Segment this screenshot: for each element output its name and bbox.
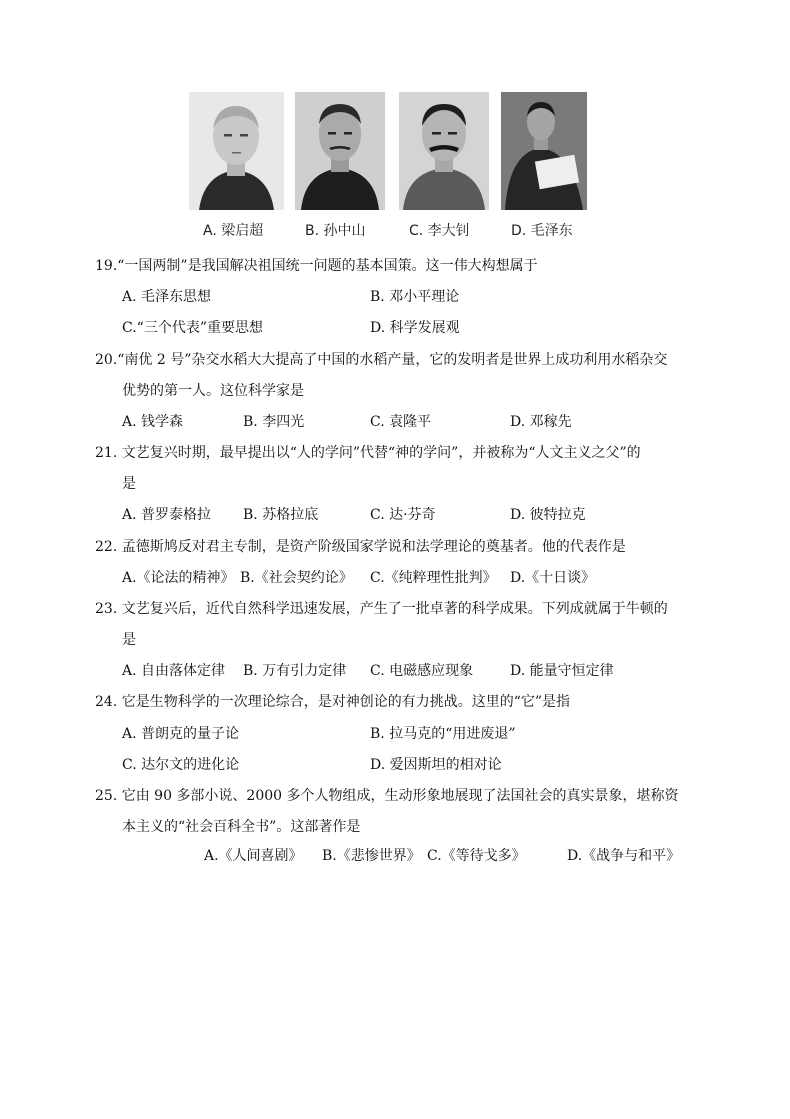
question-21-stem-line-2: 是: [122, 476, 136, 492]
question-21-option-c: C. 达·芬奇: [370, 507, 436, 523]
photo-caption-c: C. 李大钊: [409, 223, 470, 239]
portrait-mao-zedong-icon: [501, 92, 587, 210]
question-19-option-c: C.“三个代表”重要思想: [122, 320, 263, 336]
question-20-option-c: C. 袁隆平: [370, 414, 432, 430]
question-22-option-a: A.《论法的精神》: [122, 570, 235, 586]
question-25-stem-line-2: 本主义的“社会百科全书”。这部著作是: [122, 819, 361, 835]
question-20-stem-line-1: 20.“南优 2 号”杂交水稻大大提高了中国的水稻产量，它的发明者是世界上成功利用水稻杂交: [95, 352, 668, 368]
question-23-option-b: B. 万有引力定律: [243, 663, 347, 679]
question-23-stem-line-2: 是: [122, 632, 136, 648]
question-25-stem-line-1: 25. 它由 90 多部小说、2000 多个人物组成，生动形象地展现了法国社会的真实景象，堪称资: [95, 788, 679, 804]
question-24-option-c: C. 达尔文的进化论: [122, 757, 240, 773]
portrait-li-dazhao-icon: [399, 92, 489, 210]
photo-caption-d: D. 毛泽东: [511, 223, 573, 239]
question-22-stem: 22. 孟德斯鸠反对君主专制，是资产阶级国家学说和法学理论的奠基者。他的代表作是: [95, 539, 626, 555]
question-23-option-d: D. 能量守恒定律: [510, 663, 614, 679]
photo-caption-b: B. 孙中山: [305, 223, 366, 239]
question-21-option-b: B. 苏格拉底: [243, 507, 319, 523]
question-23-option-c: C. 电磁感应现象: [370, 663, 474, 679]
photo-caption-a: A. 梁启超: [203, 223, 264, 239]
question-25-option-a: A.《人间喜剧》: [204, 848, 303, 864]
question-22-option-d: D.《十日谈》: [510, 570, 596, 586]
question-24-option-a: A. 普朗克的量子论: [122, 726, 240, 742]
portrait-photo-row: [189, 92, 589, 242]
question-19-option-b: B. 邓小平理论: [370, 289, 460, 305]
question-19-option-d: D. 科学发展观: [370, 320, 460, 336]
question-22-option-b: B.《社会契约论》: [240, 570, 353, 586]
question-24-option-b: B. 拉马克的“用进废退”: [370, 726, 516, 742]
question-25-option-c: C.《等待戈多》: [427, 848, 526, 864]
question-20-option-d: D. 邓稼先: [510, 414, 572, 430]
question-20-option-a: A. 钱学森: [122, 414, 184, 430]
question-25-option-d: D.《战争与和平》: [567, 848, 681, 864]
question-24-stem: 24. 它是生物科学的一次理论综合，是对神创论的有力挑战。这里的“它”是指: [95, 694, 571, 710]
question-21-stem-line-1: 21. 文艺复兴时期，最早提出以“人的学问”代替“神的学问”，并被称为“人文主义之父”的: [95, 445, 641, 461]
question-23-option-a: A. 自由落体定律: [122, 663, 226, 679]
question-24-option-d: D. 爱因斯坦的相对论: [370, 757, 502, 773]
question-19-stem: 19.“一国两制”是我国解决祖国统一问题的基本国策。这一伟大构想属于: [95, 258, 538, 274]
question-23-stem-line-1: 23. 文艺复兴后，近代自然科学迅速发展，产生了一批卓著的科学成果。下列成就属于牛顿的: [95, 601, 668, 617]
portrait-sun-zhongshan-icon: [295, 92, 385, 210]
question-22-option-c: C.《纯粹理性批判》: [370, 570, 497, 586]
question-19-option-a: A. 毛泽东思想: [122, 289, 212, 305]
question-20-option-b: B. 李四光: [243, 414, 305, 430]
portrait-liang-qichao-icon: [189, 92, 284, 210]
question-21-option-a: A. 普罗泰格拉: [122, 507, 212, 523]
question-21-option-d: D. 彼特拉克: [510, 507, 586, 523]
question-25-option-b: B.《悲惨世界》: [322, 848, 421, 864]
question-20-stem-line-2: 优势的第一人。这位科学家是: [122, 383, 304, 399]
